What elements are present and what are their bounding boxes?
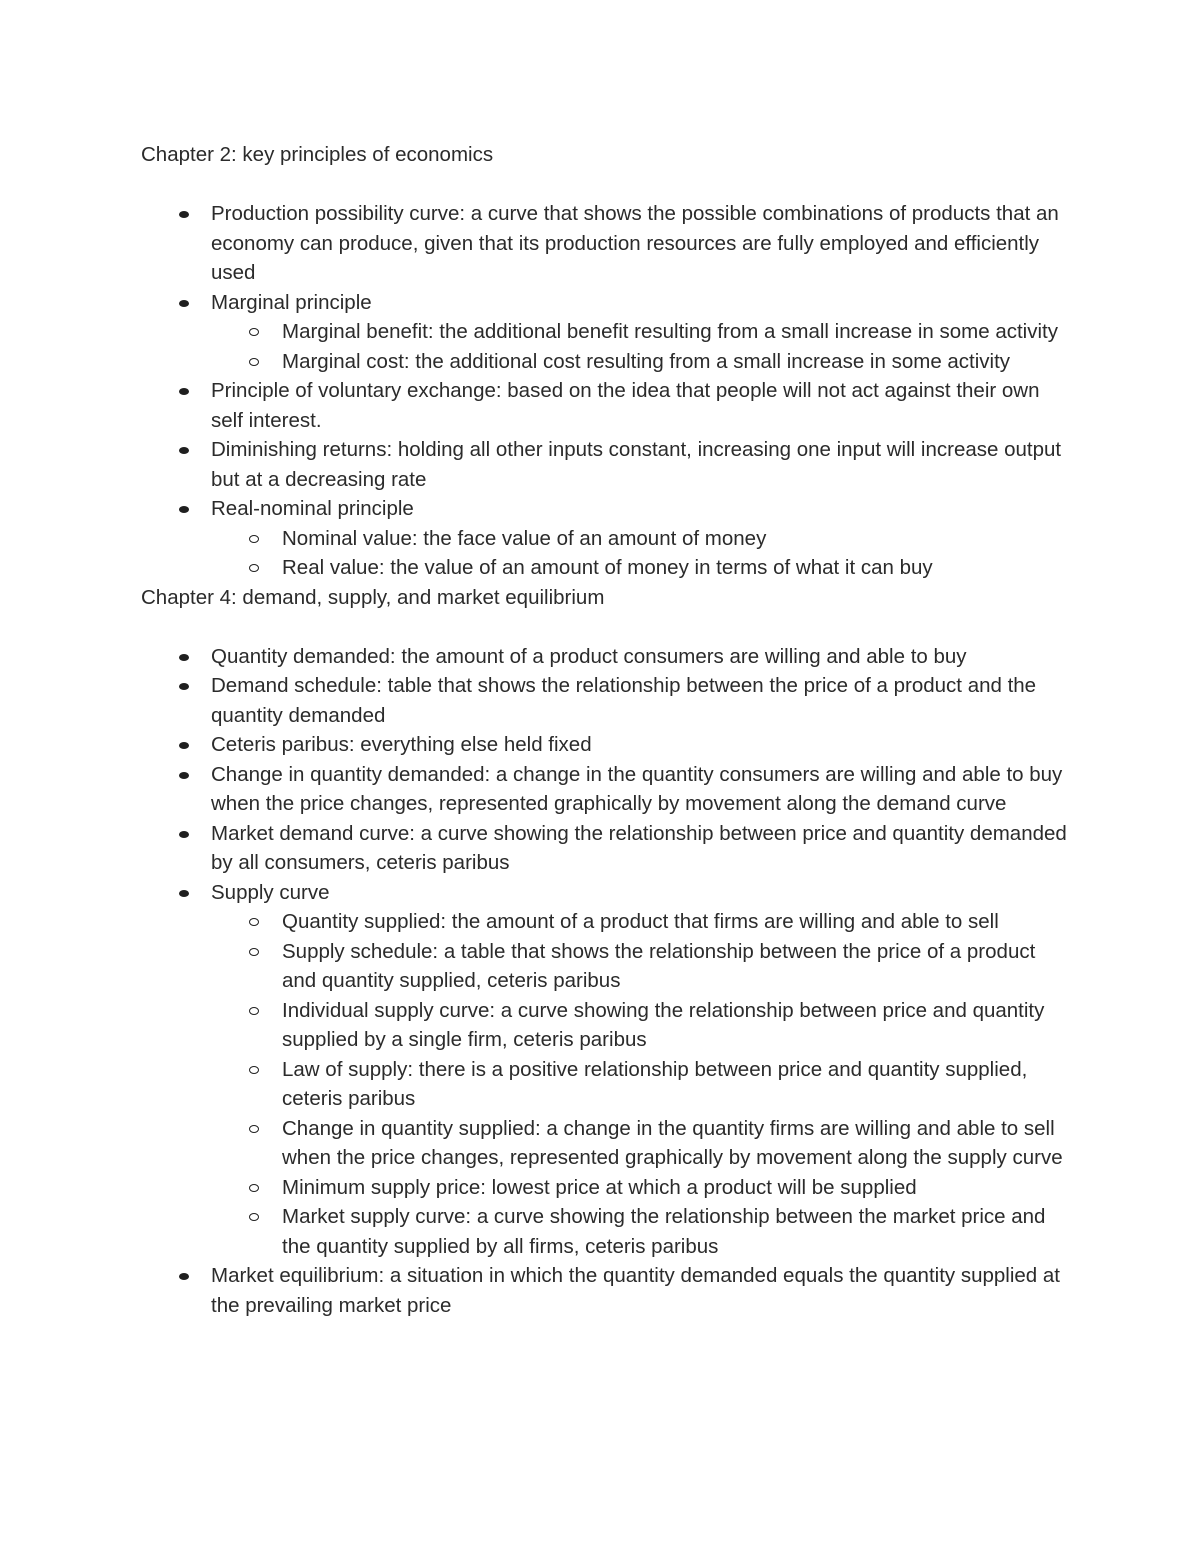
bullet-list	[141, 642, 1070, 1321]
bullet-icon	[179, 447, 189, 454]
chapter-2-section	[141, 140, 1070, 583]
hollow-bullet-icon	[249, 918, 259, 926]
list-item	[141, 730, 1070, 760]
sub-list-item-text: Individual supply curve: a curve showing the relationship between price and quantity supplied by a single firm, ceteris paribus	[282, 998, 1045, 1051]
list-item-text: Market demand curve: a curve showing the relationship between price and quantity demanded by all consumers, ceteris paribus	[211, 821, 1067, 874]
list-item-text: Principle of voluntary exchange: based on the idea that people will not act against their own self interest.	[211, 379, 1040, 432]
hollow-bullet-icon	[249, 328, 259, 336]
list-item	[141, 819, 1070, 878]
sub-list-item-text: Law of supply: there is a positive relationship between price and quantity supplied, ceteris paribus	[282, 1057, 1028, 1110]
hollow-bullet-icon	[249, 1184, 259, 1192]
list-item	[141, 494, 1070, 583]
bullet-icon	[179, 506, 189, 513]
chapter-title: Chapter 4: demand, supply, and market equilibrium	[141, 585, 605, 609]
list-item-text: Diminishing returns: holding all other inputs constant, increasing one input will increase output but at a decreasing rate	[211, 438, 1062, 491]
hollow-bullet-icon	[249, 1213, 259, 1221]
hollow-bullet-icon	[249, 948, 259, 956]
list-item-text: Marginal principle	[211, 290, 372, 314]
list-item-text: Market equilibrium: a situation in which the quantity demanded equals the quantity supplied at the prevailing market price	[211, 1264, 1060, 1317]
bullet-icon	[179, 388, 189, 395]
list-item	[141, 1261, 1070, 1320]
sub-list-item	[211, 937, 1070, 996]
list-item-text: Real-nominal principle	[211, 497, 414, 520]
hollow-bullet-icon	[249, 535, 259, 543]
hollow-bullet-icon	[249, 1066, 259, 1074]
list-item	[141, 288, 1070, 377]
sub-list-item	[211, 347, 1070, 377]
list-item	[141, 199, 1070, 288]
sub-list-item-text: Minimum supply price: lowest price at which a product will be supplied	[282, 1175, 917, 1199]
sub-list-item	[211, 317, 1070, 347]
sub-list-item-text: Market supply curve: a curve showing the relationship between the market price and the quantity supplied by all firms, ceteris paribus	[282, 1205, 1046, 1258]
list-item-text: Quantity demanded: the amount of a product consumers are willing and able to buy	[211, 644, 967, 668]
sub-list-item	[211, 1202, 1070, 1261]
sub-list-item-text: Change in quantity supplied: a change in the quantity firms are willing and able to sell when the price changes, represented graphically by movement along the supply curve	[282, 1116, 1063, 1169]
list-item-text: Demand schedule: table that shows the relationship between the price of a product and the quantity demanded	[211, 674, 1037, 727]
list-item	[141, 376, 1070, 435]
sub-list-item-text: Nominal value: the face value of an amount of money	[282, 526, 767, 550]
bullet-icon	[179, 683, 189, 690]
list-item	[141, 671, 1070, 730]
bullet-list	[141, 199, 1070, 583]
list-item-text: Change in quantity demanded: a change in the quantity consumers are willing and able to buy when the price changes, represented graphically by movement along the demand curve	[211, 762, 1063, 815]
list-item-text: Ceteris paribus: everything else held fixed	[211, 733, 592, 756]
sub-bullet-list	[211, 907, 1070, 1261]
sub-bullet-list	[211, 524, 1070, 583]
sub-list-item-text: Supply schedule: a table that shows the relationship between the price of a product and quantity supplied, ceteris paribus	[282, 939, 1036, 992]
sub-list-item	[211, 907, 1070, 937]
hollow-bullet-icon	[249, 358, 259, 366]
bullet-icon	[179, 831, 189, 838]
bullet-icon	[179, 300, 189, 307]
sub-list-item	[211, 524, 1070, 554]
sub-list-item-text: Marginal benefit: the additional benefit resulting from a small increase in some activity	[282, 320, 1058, 343]
bullet-icon	[179, 772, 189, 779]
sub-list-item	[211, 1055, 1070, 1114]
sub-list-item	[211, 553, 1070, 583]
list-item	[141, 435, 1070, 494]
bullet-icon	[179, 1273, 189, 1280]
bullet-icon	[179, 654, 189, 661]
sub-list-item-text: Real value: the value of an amount of money in terms of what it can buy	[282, 556, 933, 579]
bullet-icon	[179, 211, 189, 218]
list-item	[141, 878, 1070, 1262]
hollow-bullet-icon	[249, 1125, 259, 1133]
hollow-bullet-icon	[249, 564, 259, 572]
list-item	[141, 760, 1070, 819]
bullet-icon	[179, 890, 189, 897]
list-item-text: Production possibility curve: a curve that shows the possible combinations of products that an economy can produce, given that its production resources are fully employed and efficiently used	[211, 202, 1059, 284]
sub-list-item	[211, 1173, 1070, 1203]
sub-bullet-list	[211, 317, 1070, 376]
sub-list-item-text: Quantity supplied: the amount of a product that firms are willing and able to sell	[282, 910, 999, 933]
sub-list-item-text: Marginal cost: the additional cost resulting from a small increase in some activity	[282, 349, 1011, 373]
bullet-icon	[179, 742, 189, 749]
chapter-title: Chapter 2: key principles of economics	[141, 143, 494, 166]
chapter-4-section	[141, 583, 1070, 1321]
list-item	[141, 642, 1070, 672]
list-item-text: Supply curve	[211, 880, 330, 904]
sub-list-item	[211, 996, 1070, 1055]
sub-list-item	[211, 1114, 1070, 1173]
hollow-bullet-icon	[249, 1007, 259, 1015]
